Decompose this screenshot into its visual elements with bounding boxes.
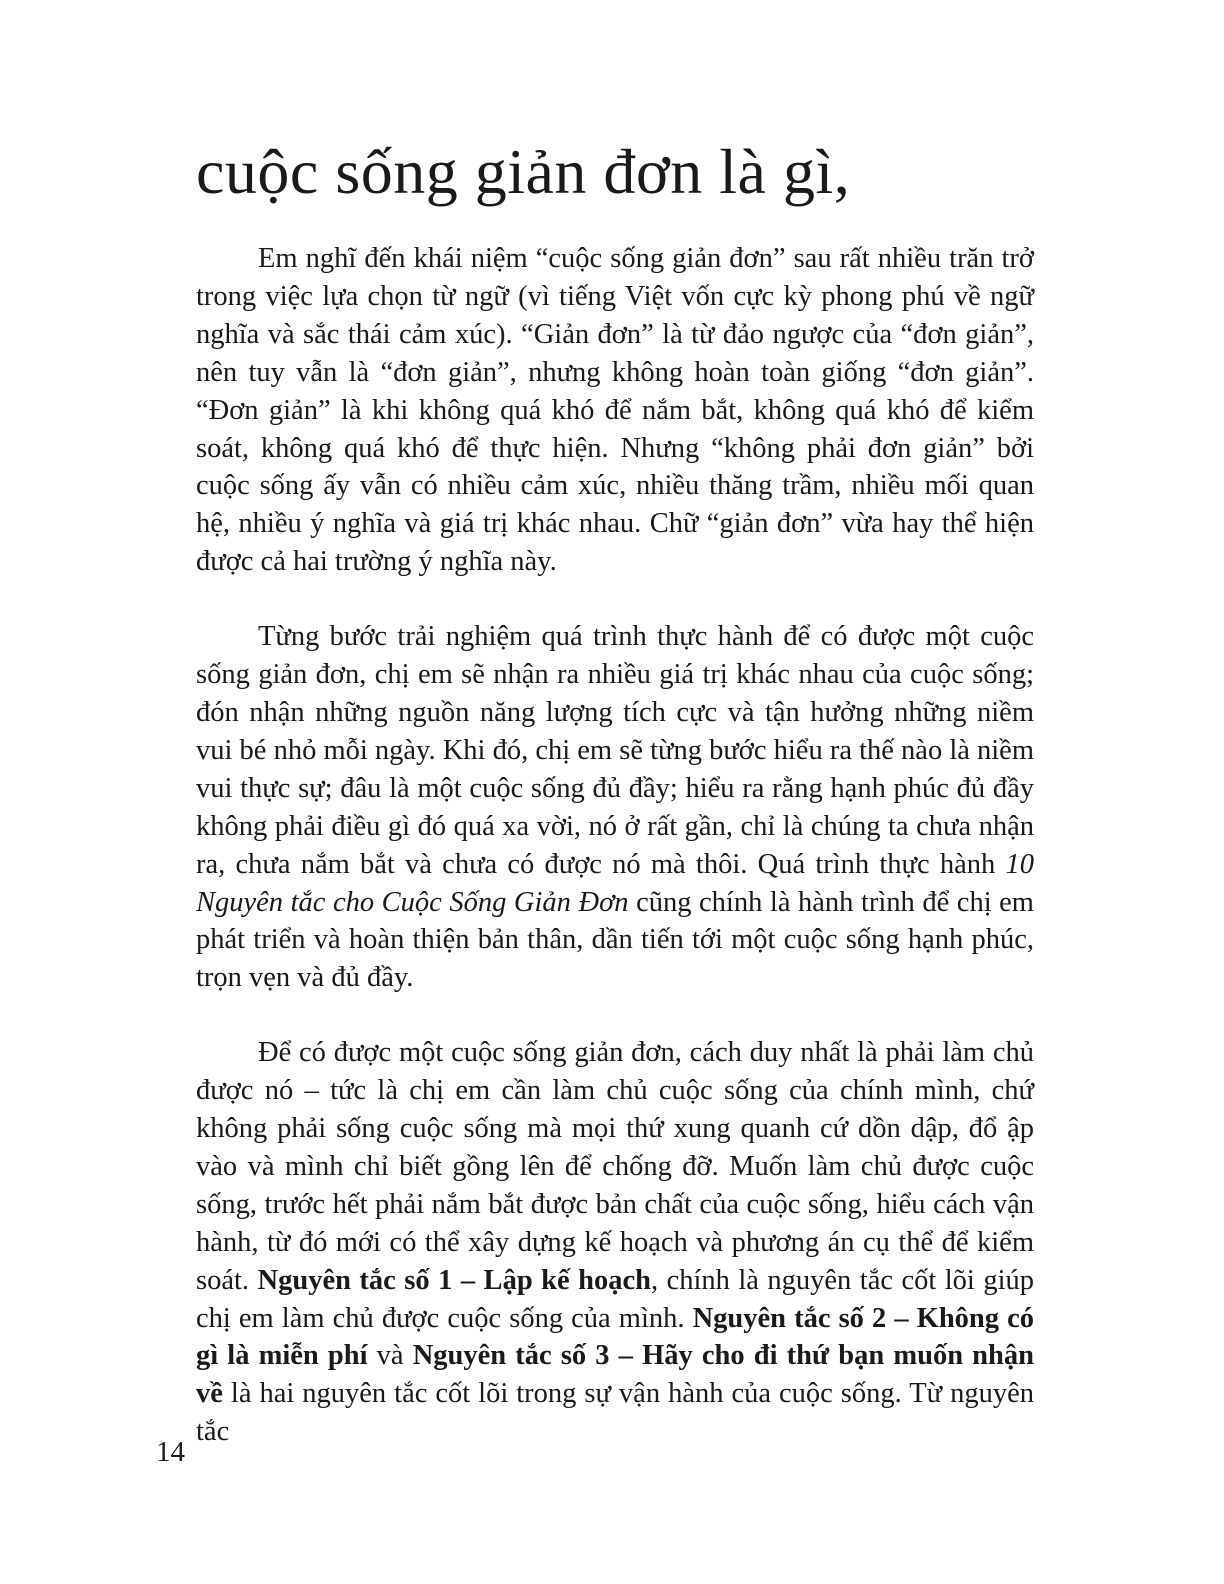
- paragraph-1: [196, 240, 1034, 581]
- text-run: và: [367, 1340, 413, 1372]
- text-run: là hai nguyên tắc cốt lõi trong sự vận hành của cuộc sống. Từ nguyên tắc: [196, 1378, 1034, 1448]
- body-text: [196, 240, 1034, 1488]
- text-run: Từng bước trải nghiệm quá trình thực hành để có được một cuộc sống giản đơn, chị em sẽ nhận ra nhiều giá trị khác nhau của cuộc sống; đón nhận những nguồn năng lượng tích cực và tận hưởng những niềm vui bé nhỏ mỗi ngày. Khi đó, chị em sẽ từng bước hiểu ra thế nào là niềm vui thực sự; đâu là một cuộc sống đủ đầy; hiểu ra rằng hạnh phúc đủ đầy không phải điều gì đó quá xa vời, nó ở rất gần, chỉ là chúng ta chưa nhận ra, chưa nắm bắt và chưa có được nó mà thôi. Quá trình thực hành: [196, 621, 1034, 880]
- italic-text-run: 10 Nguyên tắc cho Cuộc Sống Giản Đơn: [196, 848, 1034, 918]
- text-run: , chính là nguyên tắc cốt lõi giúp chị em làm chủ được cuộc sống của mình.: [196, 1264, 1034, 1334]
- bold-text-run: Nguyên tắc số 1 – Lập kế hoạch: [257, 1264, 651, 1296]
- bold-text-run: Nguyên tắc số 3 – Hãy cho đi thứ bạn muốn nhận về: [196, 1340, 1034, 1410]
- bold-text-run: Nguyên tắc số 2 – Không có gì là miễn phí: [196, 1302, 1034, 1372]
- text-run: Để có được một cuộc sống giản đơn, cách duy nhất là phải làm chủ được nó – tức là chị em cần làm chủ cuộc sống của chính mình, chứ không phải sống cuộc sống mà mọi thứ xung quanh cứ dồn dập, đổ ập vào và mình chỉ biết gồng lên để chống đỡ. Muốn làm chủ được cuộc sống, trước hết phải nắm bắt được bản chất của cuộc sống, hiểu cách vận hành, từ đó mới có thể xây dựng kế hoạch và phương án cụ thể để kiểm soát.: [196, 1037, 1034, 1296]
- text-run: cũng chính là hành trình để chị em phát triển và hoàn thiện bản thân, dần tiến tới một cuộc sống hạnh phúc, trọn vẹn và đủ đầy.: [196, 886, 1034, 994]
- page-number: 14: [156, 1436, 185, 1468]
- chapter-heading: cuộc sống giản đơn là gì,: [196, 136, 851, 207]
- paragraph-3: [196, 1034, 1034, 1451]
- paragraph-2: [196, 618, 1034, 997]
- text-run: Em nghĩ đến khái niệm “cuộc sống giản đơn” sau rất nhiều trăn trở trong việc lựa chọn từ ngữ (vì tiếng Việt vốn cực kỳ phong phú về ngữ nghĩa và sắc thái cảm xúc). “Giản đơn” là từ đảo ngược của “đơn giản”, nên tuy vẫn là “đơn giản”, nhưng không hoàn toàn giống “đơn giản”. “Đơn giản” là khi không quá khó để nắm bắt, không quá khó để kiểm soát, không quá khó để thực hiện. Nhưng “không phải đơn giản” bởi cuộc sống ấy vẫn có nhiều cảm xúc, nhiều thăng trầm, nhiều mối quan hệ, nhiều ý nghĩa và giá trị khác nhau. Chữ “giản đơn” vừa hay thể hiện được cả hai trường ý nghĩa này.: [196, 243, 1034, 578]
